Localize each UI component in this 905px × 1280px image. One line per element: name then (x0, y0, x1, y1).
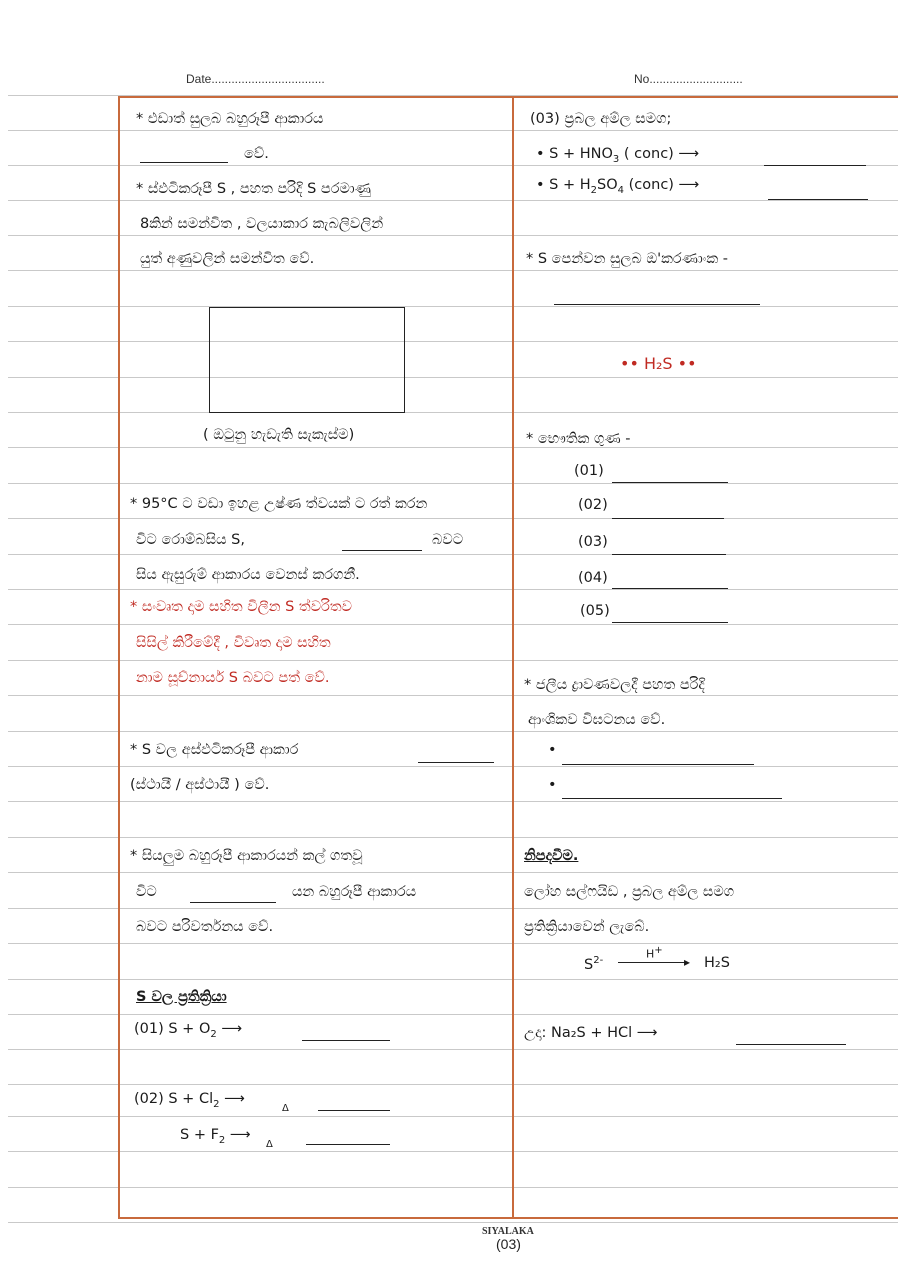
example-equation: උදා: Na₂S + HCl ⟶ (524, 1025, 658, 1041)
scheme-reactant (584, 952, 603, 974)
subscript: 2 (590, 184, 598, 196)
answer-blank (554, 304, 760, 305)
ruled-line (8, 979, 898, 980)
page-number: (03) (496, 1236, 521, 1252)
ruled-line (8, 130, 898, 131)
note-line: විට (136, 884, 157, 900)
subscript: 2 (218, 1134, 226, 1146)
note-line: යුත් අණුවලින් සමන්විත වේ. (140, 251, 315, 267)
property-1-label: (01) (574, 463, 604, 479)
answer-blank (190, 902, 276, 903)
ruled-line (8, 589, 898, 590)
delta-symbol: Δ (282, 1103, 289, 1114)
ruled-line (8, 1014, 898, 1015)
answer-blank (612, 554, 726, 555)
note-line: ප්‍රතික්‍රියාවෙන් ලැබේ. (524, 919, 650, 935)
scheme-reagent (646, 942, 663, 964)
answer-blank (140, 162, 228, 163)
note-line: 8කින් සමන්විත , වලයාකාර කැබලිවලින් (140, 216, 384, 232)
ruled-line (8, 554, 898, 555)
ruled-line (8, 766, 898, 767)
note-line: වේ. (244, 146, 269, 162)
ruled-line (8, 1084, 898, 1085)
reaction-3-text: S + F (180, 1127, 219, 1143)
note-line: යන බහුරූපී ආකාරය (292, 884, 417, 900)
frame-top-border (118, 96, 898, 98)
answer-blank (418, 762, 494, 763)
note-line: * S වල අස්ඵටිකරූපී ආකාර (130, 742, 299, 758)
equation-1-end: ( conc) ⟶ (619, 146, 700, 162)
equation-1 (536, 145, 699, 169)
brand-logo-text: SIYALAKA (482, 1226, 534, 1237)
equation-1-text: • S + HNO (536, 146, 613, 162)
ruled-line (8, 270, 898, 271)
ruled-line (8, 1222, 898, 1223)
answer-blank (768, 199, 868, 200)
preparation-title: නිපදවීම. (524, 848, 579, 864)
scheme-product: H₂S (704, 955, 730, 971)
note-line: සිය ඇසුරුම් ආකාරය වෙනස් කරගනී. (136, 567, 360, 583)
ruled-line (8, 518, 898, 519)
answer-blank (612, 482, 728, 483)
note-line: * එඩාත් සුලබ බහුරූපී ආකාරය (136, 111, 324, 127)
red-note-line: * සංවෘත දාම සහිත විලීන S ත්වරිතව (130, 599, 353, 615)
answer-blank (302, 1040, 390, 1041)
answer-blank (612, 518, 724, 519)
equation-2-end: (conc) ⟶ (624, 177, 700, 193)
note-line: බවට පරිවර්තනය වේ. (136, 919, 274, 935)
equation-2-text: • S + H (536, 177, 591, 193)
ruled-line (8, 837, 898, 838)
ruled-line (8, 801, 898, 802)
red-note-line: සිසිල් කිරීමේදී , විවෘත දාම සහිත (136, 635, 331, 651)
reaction-3: $S + F_2$ ⟶ (180, 1127, 251, 1146)
ruled-line (8, 447, 898, 448)
note-line: * 95°C ට වඩා ඉහළ උෂ්ණ ත්වයක් ට රත් කරන (130, 496, 428, 512)
ruled-line (8, 872, 898, 873)
ruled-line (8, 200, 898, 201)
note-line: ආංශිකව විඝටනය වේ. (528, 712, 666, 728)
note-line: * සියලුම බහුරූපී ආකාරයන් කල් ගතවූ (130, 848, 363, 864)
ruled-line (8, 695, 898, 696)
delta-symbol: Δ (266, 1139, 273, 1150)
note-line: බවට (432, 532, 464, 548)
scheme-s: S (584, 956, 594, 973)
superscript: 2- (593, 955, 604, 966)
bullet: • (548, 777, 557, 793)
answer-blank (562, 764, 754, 765)
scheme-h: H (646, 947, 655, 961)
reaction-2-text: (02) S + Cl (134, 1091, 214, 1107)
answer-blank (342, 550, 422, 551)
subscript: 2 (210, 1028, 217, 1040)
note-line: (03) ප්‍රබල අම්ල සමග; (530, 111, 672, 127)
note-line: * S පෙන්වන සුලබ ඔ'කරණාංක - (526, 251, 729, 267)
red-note-line: නාම සූච්නාර්ය S බවට පත් වේ. (136, 670, 330, 686)
note-line: විට රොම්බසිය S, (136, 532, 245, 548)
property-3-label: (03) (578, 534, 608, 550)
note-line: * ජලීය ද්‍රාවණවලදී පහත පරිදි (524, 677, 705, 693)
property-2-label: (02) (578, 497, 608, 513)
subscript: 2 (213, 1098, 220, 1110)
answer-blank (736, 1044, 846, 1045)
reaction-1: (01) $S + O_2$ ⟶ (134, 1021, 243, 1040)
ruled-line (8, 483, 898, 484)
ruled-line (8, 377, 898, 378)
crown-structure-drawing-box (209, 307, 405, 413)
ruled-line (8, 341, 898, 342)
property-5-label: (05) (580, 603, 610, 619)
reaction-1-text: (01) S + O (134, 1021, 211, 1037)
scheme-arrow-head: ▸ (684, 955, 691, 969)
ruled-line (8, 624, 898, 625)
ruled-line (8, 1151, 898, 1152)
reactions-title: S වල ප්‍රතික්‍රියා (136, 989, 227, 1005)
answer-blank (306, 1144, 390, 1145)
note-line: * භෞතික ගුණ - (526, 431, 631, 447)
property-4-label: (04) (578, 570, 608, 586)
box-caption: ( ඔටුනු හැඩැති සැකැස්ම) (203, 427, 355, 443)
ruled-line (8, 943, 898, 944)
frame-bottom-border (118, 1217, 898, 1219)
frame-left-border (118, 96, 120, 1219)
note-line: * ස්ඵටිකරූපී S , පහත පරිදි S පරමාණු (136, 181, 371, 197)
answer-blank (612, 622, 728, 623)
subscript: 3 (612, 153, 620, 165)
date-field: Date.................................. (186, 72, 325, 86)
ruled-line (8, 731, 898, 732)
equation-2 (536, 176, 699, 200)
note-line: ලෝහ සල්ෆයිඩ , ප්‍රබල අම්ල සමග (524, 884, 735, 900)
h2s-red-note: •• H₂S •• (620, 354, 697, 373)
reaction-2: (02) $S + Cl_2$ ⟶ (134, 1091, 245, 1110)
column-divider (512, 96, 514, 1219)
ruled-line (8, 1116, 898, 1117)
ruled-line (8, 306, 898, 307)
ruled-line (8, 235, 898, 236)
note-line: (ස්ථායී / අස්ථායී ) වේ. (130, 777, 270, 793)
answer-blank (318, 1110, 390, 1111)
superscript: + (654, 945, 663, 956)
ruled-line (8, 1187, 898, 1188)
answer-blank (764, 165, 866, 166)
bullet: • (548, 742, 557, 758)
number-field: No............................ (634, 72, 743, 86)
ruled-line (8, 1049, 898, 1050)
answer-blank (612, 588, 728, 589)
ruled-line (8, 412, 898, 413)
answer-blank (562, 798, 782, 799)
subscript: 4 (617, 184, 625, 196)
ruled-line (8, 908, 898, 909)
ruled-line (8, 660, 898, 661)
equation-2-mid: SO (597, 177, 618, 193)
